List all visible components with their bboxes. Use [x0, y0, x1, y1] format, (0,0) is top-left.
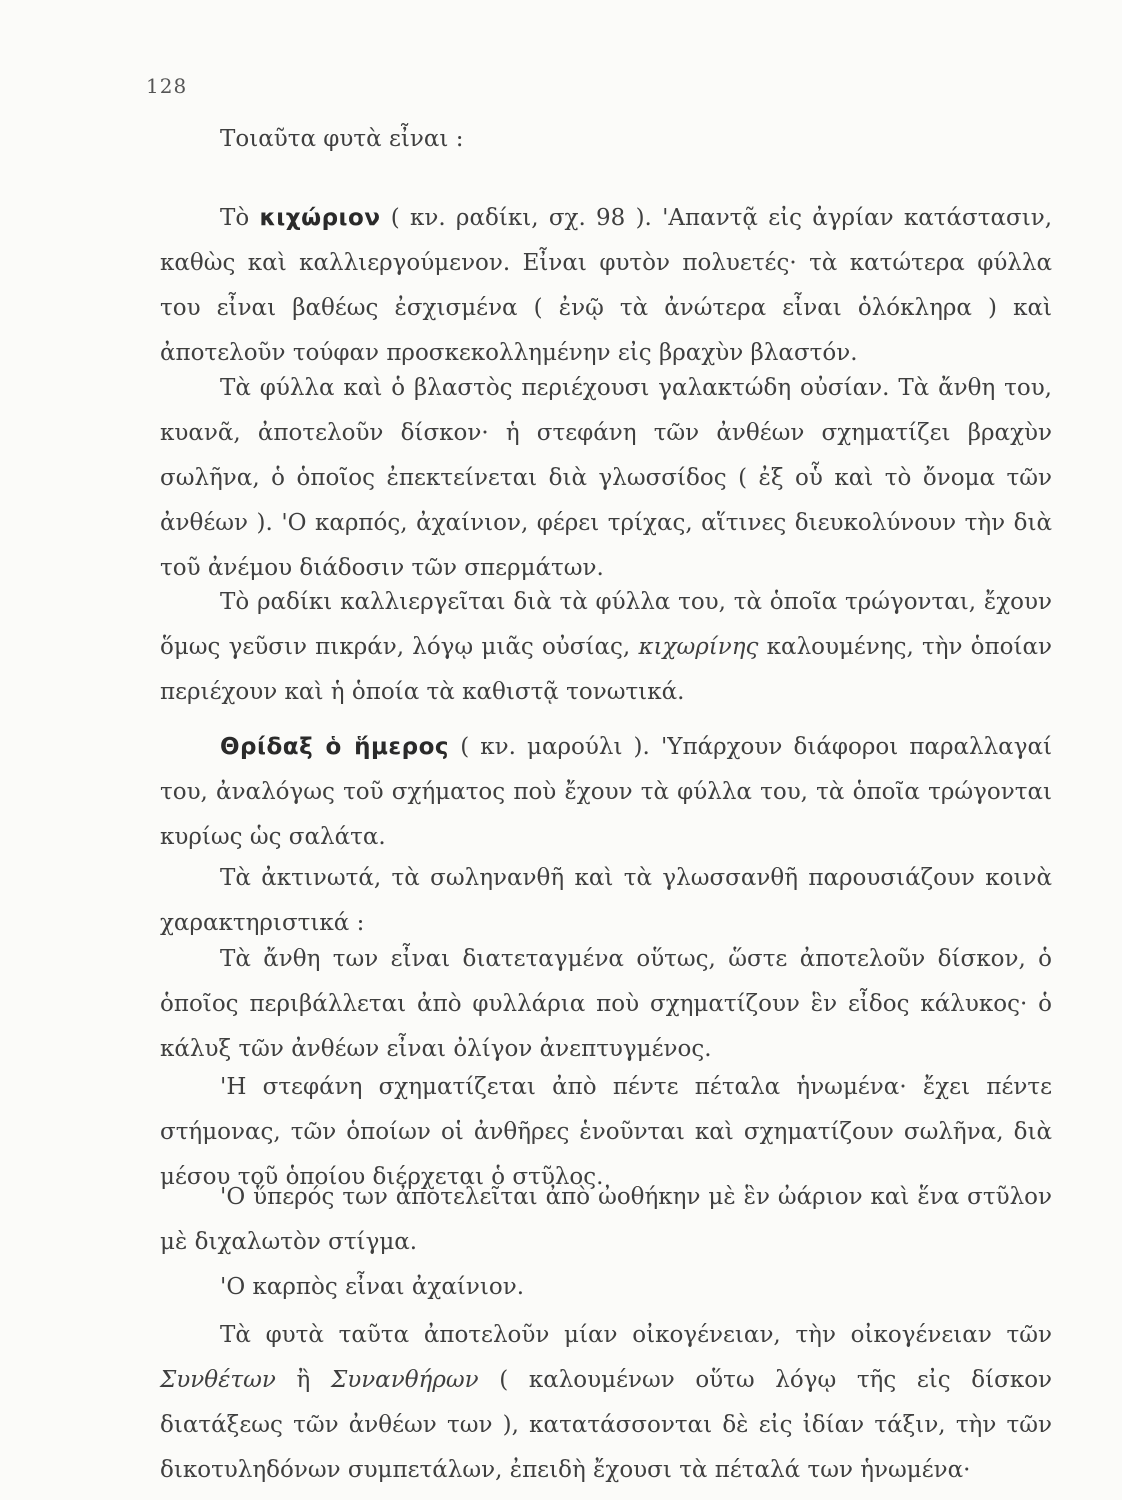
paragraph-leaves-flowers [160, 366, 1052, 591]
paragraph-text: ( κν. ραδίκι, σχ. 98 ). 'Απαντᾷ εἰς ἀγρίαν κατάστασιν, καθὼς καὶ καλλιεργούμενον. Εἶναι φυτὸν πολυετές· τὰ κατώτερα φύλλα του εἶναι βαθέως ἐσχισμένα ( ἐνῷ τὰ ἀνώτερα εἶναι ὁλόκληρα ) καὶ ἀποτελοῦν τούφαν προσκεκολλημένην εἰς βραχὺν βλαστόν. [160, 205, 1052, 366]
paragraph-text: ( κν. μαρούλι ). 'Υπάρχουν διάφοροι παραλλαγαί του, ἀναλόγως τοῦ σχήματος ποὺ ἔχουν τὰ φύλλα του, τὰ ὁποῖα τρώγονται κυρίως ὡς σαλάτα. [160, 734, 1052, 850]
paragraph-radiki [160, 580, 1052, 715]
paragraph-text: Τὰ ἀκτινωτά, τὰ σωληνανθῆ καὶ τὰ γλωσσανθῆ παρουσιάζουν κοινὰ χαρακτηριστικά : [160, 865, 1052, 936]
term-synthetoi: Συνθέτων [160, 1367, 276, 1393]
paragraph-text: Τὰ ἄνθη των εἶναι διατεταγμένα οὕτως, ὥστε ἀποτελοῦν δίσκον, ὁ ὁποῖος περιβάλλεται ἀπὸ φυλλάρια ποὺ σχηματίζουν ἓν εἶδος κάλυκος· ὁ κάλυξ τῶν ἀνθέων εἶναι ὀλίγον ἀνεπτυγμένος. [160, 946, 1052, 1062]
paragraph-text-after: ( καλουμένων οὕτω λόγῳ τῆς εἰς δίσκον διατάξεως τῶν ἀνθέων των ), κατατάσσονται δὲ εἰς ἰδίαν τάξιν, τὴν τῶν δικοτυληδόνων συμπετάλων, ἐπειδὴ ἔχουσι τὰ πέταλά των ἡνωμένα· [160, 1367, 1053, 1483]
paragraph-kichorion [160, 196, 1052, 376]
term-kichorine: κιχωρίνης [638, 634, 759, 660]
term-kichorion: κιχώριον [259, 205, 381, 231]
paragraph-text: 'Ο ὕπερός των ἀποτελεῖται ἀπὸ ὠοθήκην μὲ ἓν ὠάριον καὶ ἕνα στῦλον μὲ διχαλωτὸν στίγμα. [160, 1184, 1052, 1255]
paragraph-fruit [160, 1265, 1052, 1310]
paragraph-text: 'Η στεφάνη σχηματίζεται ἀπὸ πέντε πέταλα ἡνωμένα· ἔχει πέντε στήμονας, τῶν ὁποίων οἱ ἀνθῆρες ἑνοῦνται καὶ σχηματίζουν σωλῆνα, διὰ μέσου τοῦ ὁποίου διέρχεται ὁ στῦλος. [160, 1074, 1052, 1190]
paragraph-flower-arrangement [160, 937, 1052, 1072]
page-number: 128 [146, 74, 188, 98]
paragraph-text: Τοιαῦτα φυτὰ εἶναι : [220, 126, 464, 152]
paragraph-intro [160, 117, 1052, 162]
paragraph-text-before: Τὰ φυτὰ ταῦτα ἀποτελοῦν μίαν οἰκογένειαν, τὴν οἰκογένειαν τῶν [220, 1322, 1052, 1348]
paragraph-pistil [160, 1175, 1052, 1265]
paragraph-text-before: Τὸ ραδίκι καλλιεργεῖται διὰ τὰ φύλλα του, τὰ ὁποῖα τρώγονται, ἔχουν ὅμως γεῦσιν πικράν, λόγῳ μιᾶς οὐσίας, [160, 589, 1052, 660]
paragraph-lead: Τὸ [220, 205, 250, 231]
paragraph-text: Τὰ φύλλα καὶ ὁ βλαστὸς περιέχουσι γαλακτώδη οὐσίαν. Τὰ ἄνθη του, κυανᾶ, ἀποτελοῦν δίσκον· ἡ στεφάνη τῶν ἀνθέων σχηματίζει βραχὺν σωλῆνα, ὁ ὁποῖος ἐπεκτείνεται διὰ γλωσσίδος ( ἐξ οὗ καὶ τὸ ὄνομα τῶν ἀνθέων ). 'Ο καρπός, ἀχαίνιον, φέρει τρίχας, αἵτινες διευκολύνουν τὴν διὰ τοῦ ἀνέμου διάδοσιν τῶν σπερμάτων. [160, 375, 1052, 581]
paragraph-thridax [160, 725, 1052, 860]
paragraph-text-after: καλουμένης, τὴν ὁποίαν περιέχουν καὶ ἡ ὁποία τὰ καθιστᾷ τονωτικά. [160, 634, 1053, 705]
paragraph-text-mid: ἢ [296, 1367, 311, 1393]
paragraph-common-features [160, 856, 1052, 946]
paragraph-text: 'Ο καρπὸς εἶναι ἀχαίνιον. [220, 1274, 525, 1300]
term-thridax: Θρίδαξ ὁ ἥμερος [220, 734, 450, 760]
term-synantheroi: Συνανθήρων [330, 1367, 479, 1393]
paragraph-family [160, 1313, 1052, 1493]
